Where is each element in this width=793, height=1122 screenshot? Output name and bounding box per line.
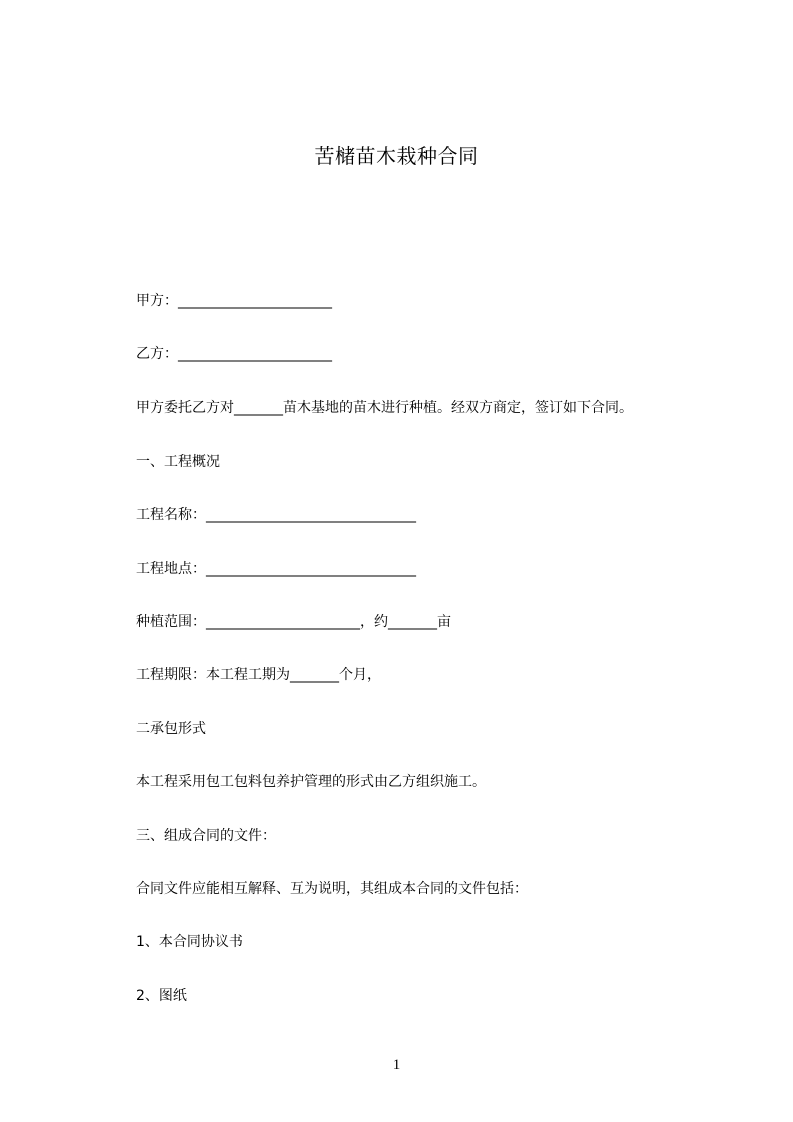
project-duration-line: 工程期限：本工程工期为_______个月， <box>136 667 381 683</box>
project-location-line: 工程地点：______________________________ <box>136 561 416 577</box>
contract-documents-paragraph: 合同文件应能相互解释、互为说明，其组成本合同的文件包括： <box>136 881 528 897</box>
party-a-line: 甲方：______________________ <box>136 293 332 309</box>
page-number: 1 <box>392 1057 401 1073</box>
section-1-heading: 一、工程概况 <box>136 454 220 470</box>
list-item: 2、图纸 <box>136 988 187 1004</box>
planting-scope-line: 种植范围：______________________，约_______亩 <box>136 614 451 630</box>
document-title: 苦槠苗木栽种合同 <box>314 144 479 168</box>
section-2-heading: 二承包形式 <box>136 721 206 737</box>
party-b-line: 乙方：______________________ <box>136 346 332 362</box>
list-item: 1、本合同协议书 <box>136 934 243 950</box>
contract-form-paragraph: 本工程采用包工包料包养护管理的形式由乙方组织施工。 <box>136 774 486 790</box>
project-name-line: 工程名称：______________________________ <box>136 507 416 523</box>
intro-paragraph: 甲方委托乙方对_______苗木基地的苗木进行种植。经双方商定，签订如下合同。 <box>136 400 633 416</box>
section-3-heading: 三、组成合同的文件： <box>136 828 276 844</box>
